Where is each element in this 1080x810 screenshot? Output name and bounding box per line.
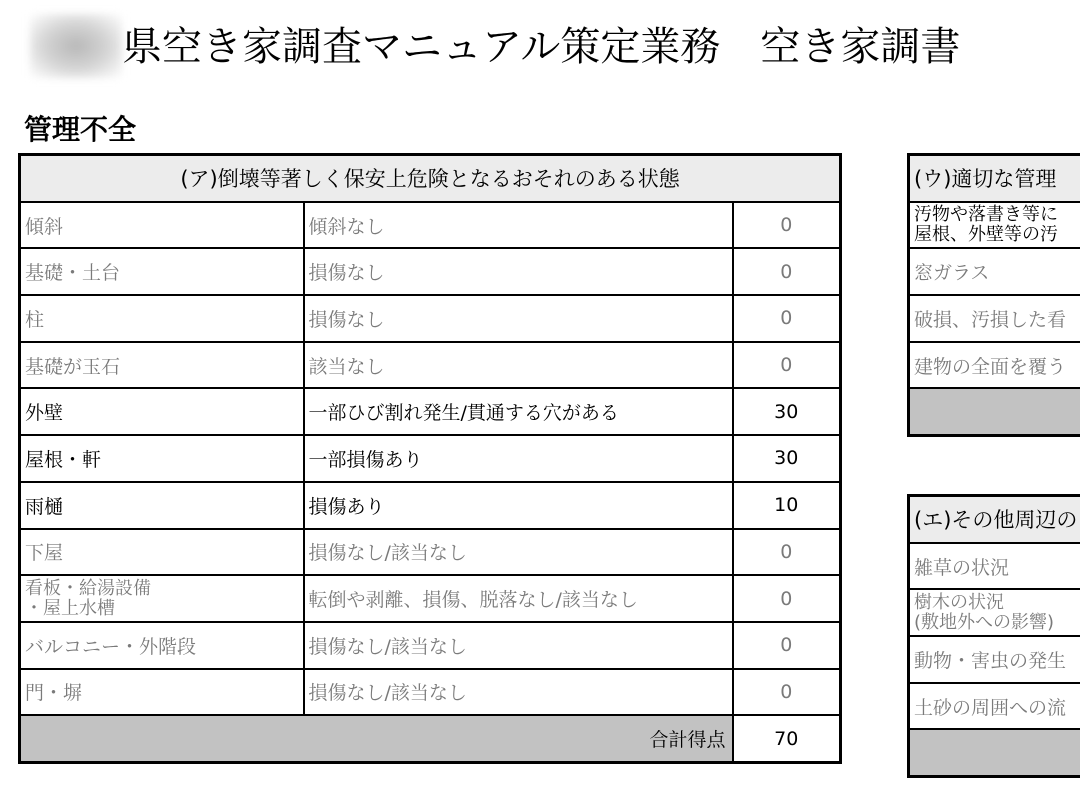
- table-row: [20, 295, 841, 342]
- score-cell: 0: [733, 529, 841, 576]
- item-cell: 傾斜: [20, 202, 304, 249]
- score-cell: 0: [733, 669, 841, 716]
- total-row: [909, 729, 1080, 776]
- score-cell: 10: [733, 482, 841, 529]
- item-line: (敷地外への影響): [914, 611, 1055, 633]
- section-title: 管理不全: [24, 113, 137, 146]
- table-row: [909, 202, 1080, 249]
- table-other-surroundings: [907, 494, 1080, 778]
- status-cell: 損傷なし/該当なし: [304, 622, 733, 669]
- score-cell: 0: [733, 295, 841, 342]
- item-cell: 基礎が玉石: [20, 342, 304, 389]
- item-cell: 柱: [20, 295, 304, 342]
- item-line: 樹木の状況: [914, 591, 1004, 613]
- score-cell: 30: [733, 435, 841, 482]
- status-cell: 損傷なし: [304, 295, 733, 342]
- status-cell: 損傷なし/該当なし: [304, 529, 733, 576]
- status-cell: 損傷あり: [304, 482, 733, 529]
- score-cell: 0: [733, 202, 841, 249]
- document-title: 県空き家調査マニュアル策定業務 空き家調書: [122, 24, 961, 70]
- table-appropriate-management: [907, 153, 1080, 437]
- item-cell: 動物・害虫の発生: [909, 636, 1080, 683]
- total-value: 70: [733, 715, 841, 762]
- status-cell: 損傷なし/該当なし: [304, 669, 733, 716]
- status-cell: 傾斜なし: [304, 202, 733, 249]
- table-a-header: (ア)倒壊等著しく保安上危険となるおそれのある状態: [20, 155, 841, 202]
- table-u-header: (ウ)適切な管理: [909, 155, 1080, 202]
- item-cell: 屋根・軒: [20, 435, 304, 482]
- total-label: 合計得点: [20, 715, 733, 762]
- table-row: [20, 575, 841, 622]
- score-cell: 0: [733, 575, 841, 622]
- status-cell: 該当なし: [304, 342, 733, 389]
- item-line: 看板・給湯設備: [25, 577, 151, 599]
- item-cell: 建物の全面を覆う: [909, 342, 1080, 389]
- table-row: [909, 683, 1080, 730]
- item-cell: 下屋: [20, 529, 304, 576]
- total-row: [20, 715, 841, 762]
- item-line: ・屋上水槽: [25, 597, 115, 619]
- blurred-prefecture-name: [30, 14, 122, 78]
- table-row: [20, 388, 841, 435]
- item-cell: 門・塀: [20, 669, 304, 716]
- table-row: [20, 482, 841, 529]
- table-row: [909, 342, 1080, 389]
- item-cell: [909, 202, 1080, 249]
- item-cell: バルコニー・外階段: [20, 622, 304, 669]
- item-cell: 雨樋: [20, 482, 304, 529]
- item-cell: 外壁: [20, 388, 304, 435]
- score-cell: 0: [733, 248, 841, 295]
- table-collapse-danger: [18, 153, 842, 764]
- item-cell: [20, 575, 304, 622]
- total-cell: [909, 729, 1080, 776]
- score-cell: 30: [733, 388, 841, 435]
- item-cell: 破損、汚損した看: [909, 295, 1080, 342]
- table-row: [20, 529, 841, 576]
- total-cell: [909, 388, 1080, 435]
- table-row: [909, 295, 1080, 342]
- item-line: 汚物や落書き等に: [914, 204, 1058, 226]
- table-row: [909, 543, 1080, 590]
- item-cell: 基礎・土台: [20, 248, 304, 295]
- status-cell: 一部ひび割れ発生/貫通する穴がある: [304, 388, 733, 435]
- total-row: [909, 388, 1080, 435]
- status-cell: 転倒や剥離、損傷、脱落なし/該当なし: [304, 575, 733, 622]
- table-row: [20, 248, 841, 295]
- table-row: [20, 202, 841, 249]
- table-e-header: (エ)その他周辺の: [909, 496, 1080, 543]
- status-cell: 一部損傷あり: [304, 435, 733, 482]
- item-line: 屋根、外壁等の汚: [914, 224, 1058, 246]
- table-row: [20, 669, 841, 716]
- score-cell: 0: [733, 342, 841, 389]
- table-row: [20, 342, 841, 389]
- table-row: [909, 248, 1080, 295]
- status-cell: 損傷なし: [304, 248, 733, 295]
- table-row: [909, 636, 1080, 683]
- table-row: [909, 589, 1080, 636]
- table-row: [20, 622, 841, 669]
- item-cell: 窓ガラス: [909, 248, 1080, 295]
- item-cell: 土砂の周囲への流: [909, 683, 1080, 730]
- table-row: [20, 435, 841, 482]
- item-cell: [909, 589, 1080, 636]
- item-cell: 雑草の状況: [909, 543, 1080, 590]
- score-cell: 0: [733, 622, 841, 669]
